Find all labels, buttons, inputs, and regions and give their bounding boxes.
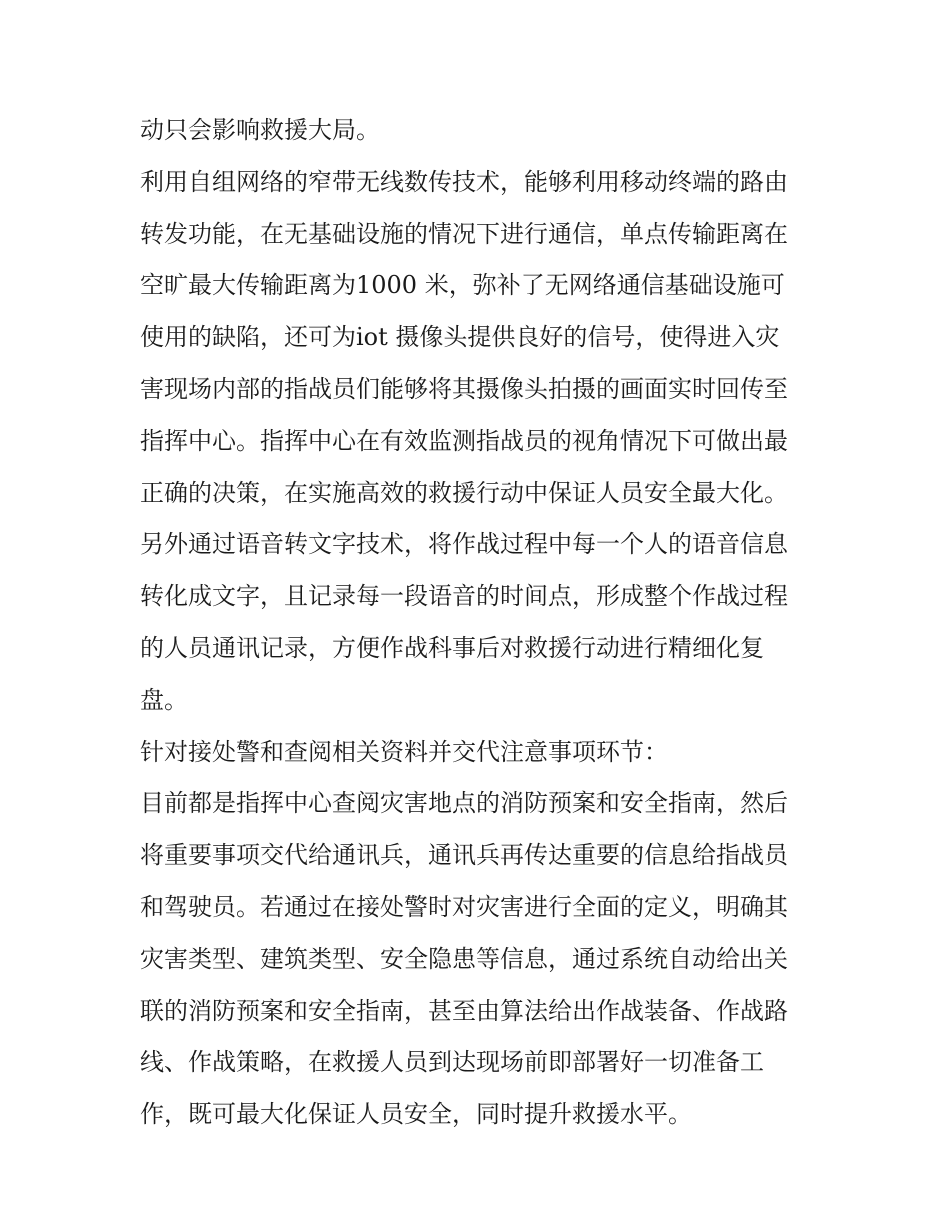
text-line: 联的消防预案和安全指南，甚至由算法给出作战装备、作战路 xyxy=(140,996,788,1025)
text-line: 害现场内部的指战员们能够将其摄像头拍摄的画面实时回传至 xyxy=(140,374,788,403)
text-line: 另外通过语音转文字技术，将作战过程中每一个人的语音信息 xyxy=(140,530,788,559)
text-line: 正确的决策，在实施高效的救援行动中保证人员安全最大化。 xyxy=(140,478,788,507)
text-line: 灾害类型、建筑类型、安全隐患等信息，通过系统自动给出关 xyxy=(140,944,788,973)
text-line: 转发功能，在无基础设施的情况下进行通信，单点传输距离在 xyxy=(140,219,788,248)
text-line: 将重要事项交代给通讯兵，通讯兵再传达重要的信息给指战员 xyxy=(140,841,788,870)
text-line: 指挥中心。指挥中心在有效监测指战员的视角情况下可做出最 xyxy=(140,426,788,455)
text-line: 的人员通讯记录，方便作战科事后对救援行动进行精细化复 xyxy=(140,633,764,662)
text-line: 作，既可最大化保证人员安全，同时提升救援水平。 xyxy=(140,1100,692,1129)
text-line: 目前都是指挥中心查阅灾害地点的消防预案和安全指南，然后 xyxy=(140,789,788,818)
text-line: 转化成文字，且记录每一段语音的时间点，形成整个作战过程 xyxy=(140,582,788,611)
text-line: 空旷最大传输距离为1000 米，弥补了无网络通信基础设施可 xyxy=(140,271,785,300)
text-line: 利用自组网络的窄带无线数传技术，能够利用移动终端的路由 xyxy=(140,167,788,196)
text-line: 线、作战策略，在救援人员到达现场前即部署好一切准备工 xyxy=(140,1048,764,1077)
text-line: 使用的缺陷，还可为iot 摄像头提供良好的信号，使得进入灾 xyxy=(140,323,780,352)
text-line: 和驾驶员。若通过在接处警时对灾害进行全面的定义，明确其 xyxy=(140,892,788,921)
section-heading-line: 针对接处警和查阅相关资料并交代注意事项环节： xyxy=(140,737,668,766)
text-line: 盘。 xyxy=(140,685,188,714)
text-line: 动只会影响救援大局。 xyxy=(140,116,380,144)
body-text xyxy=(140,105,820,1141)
